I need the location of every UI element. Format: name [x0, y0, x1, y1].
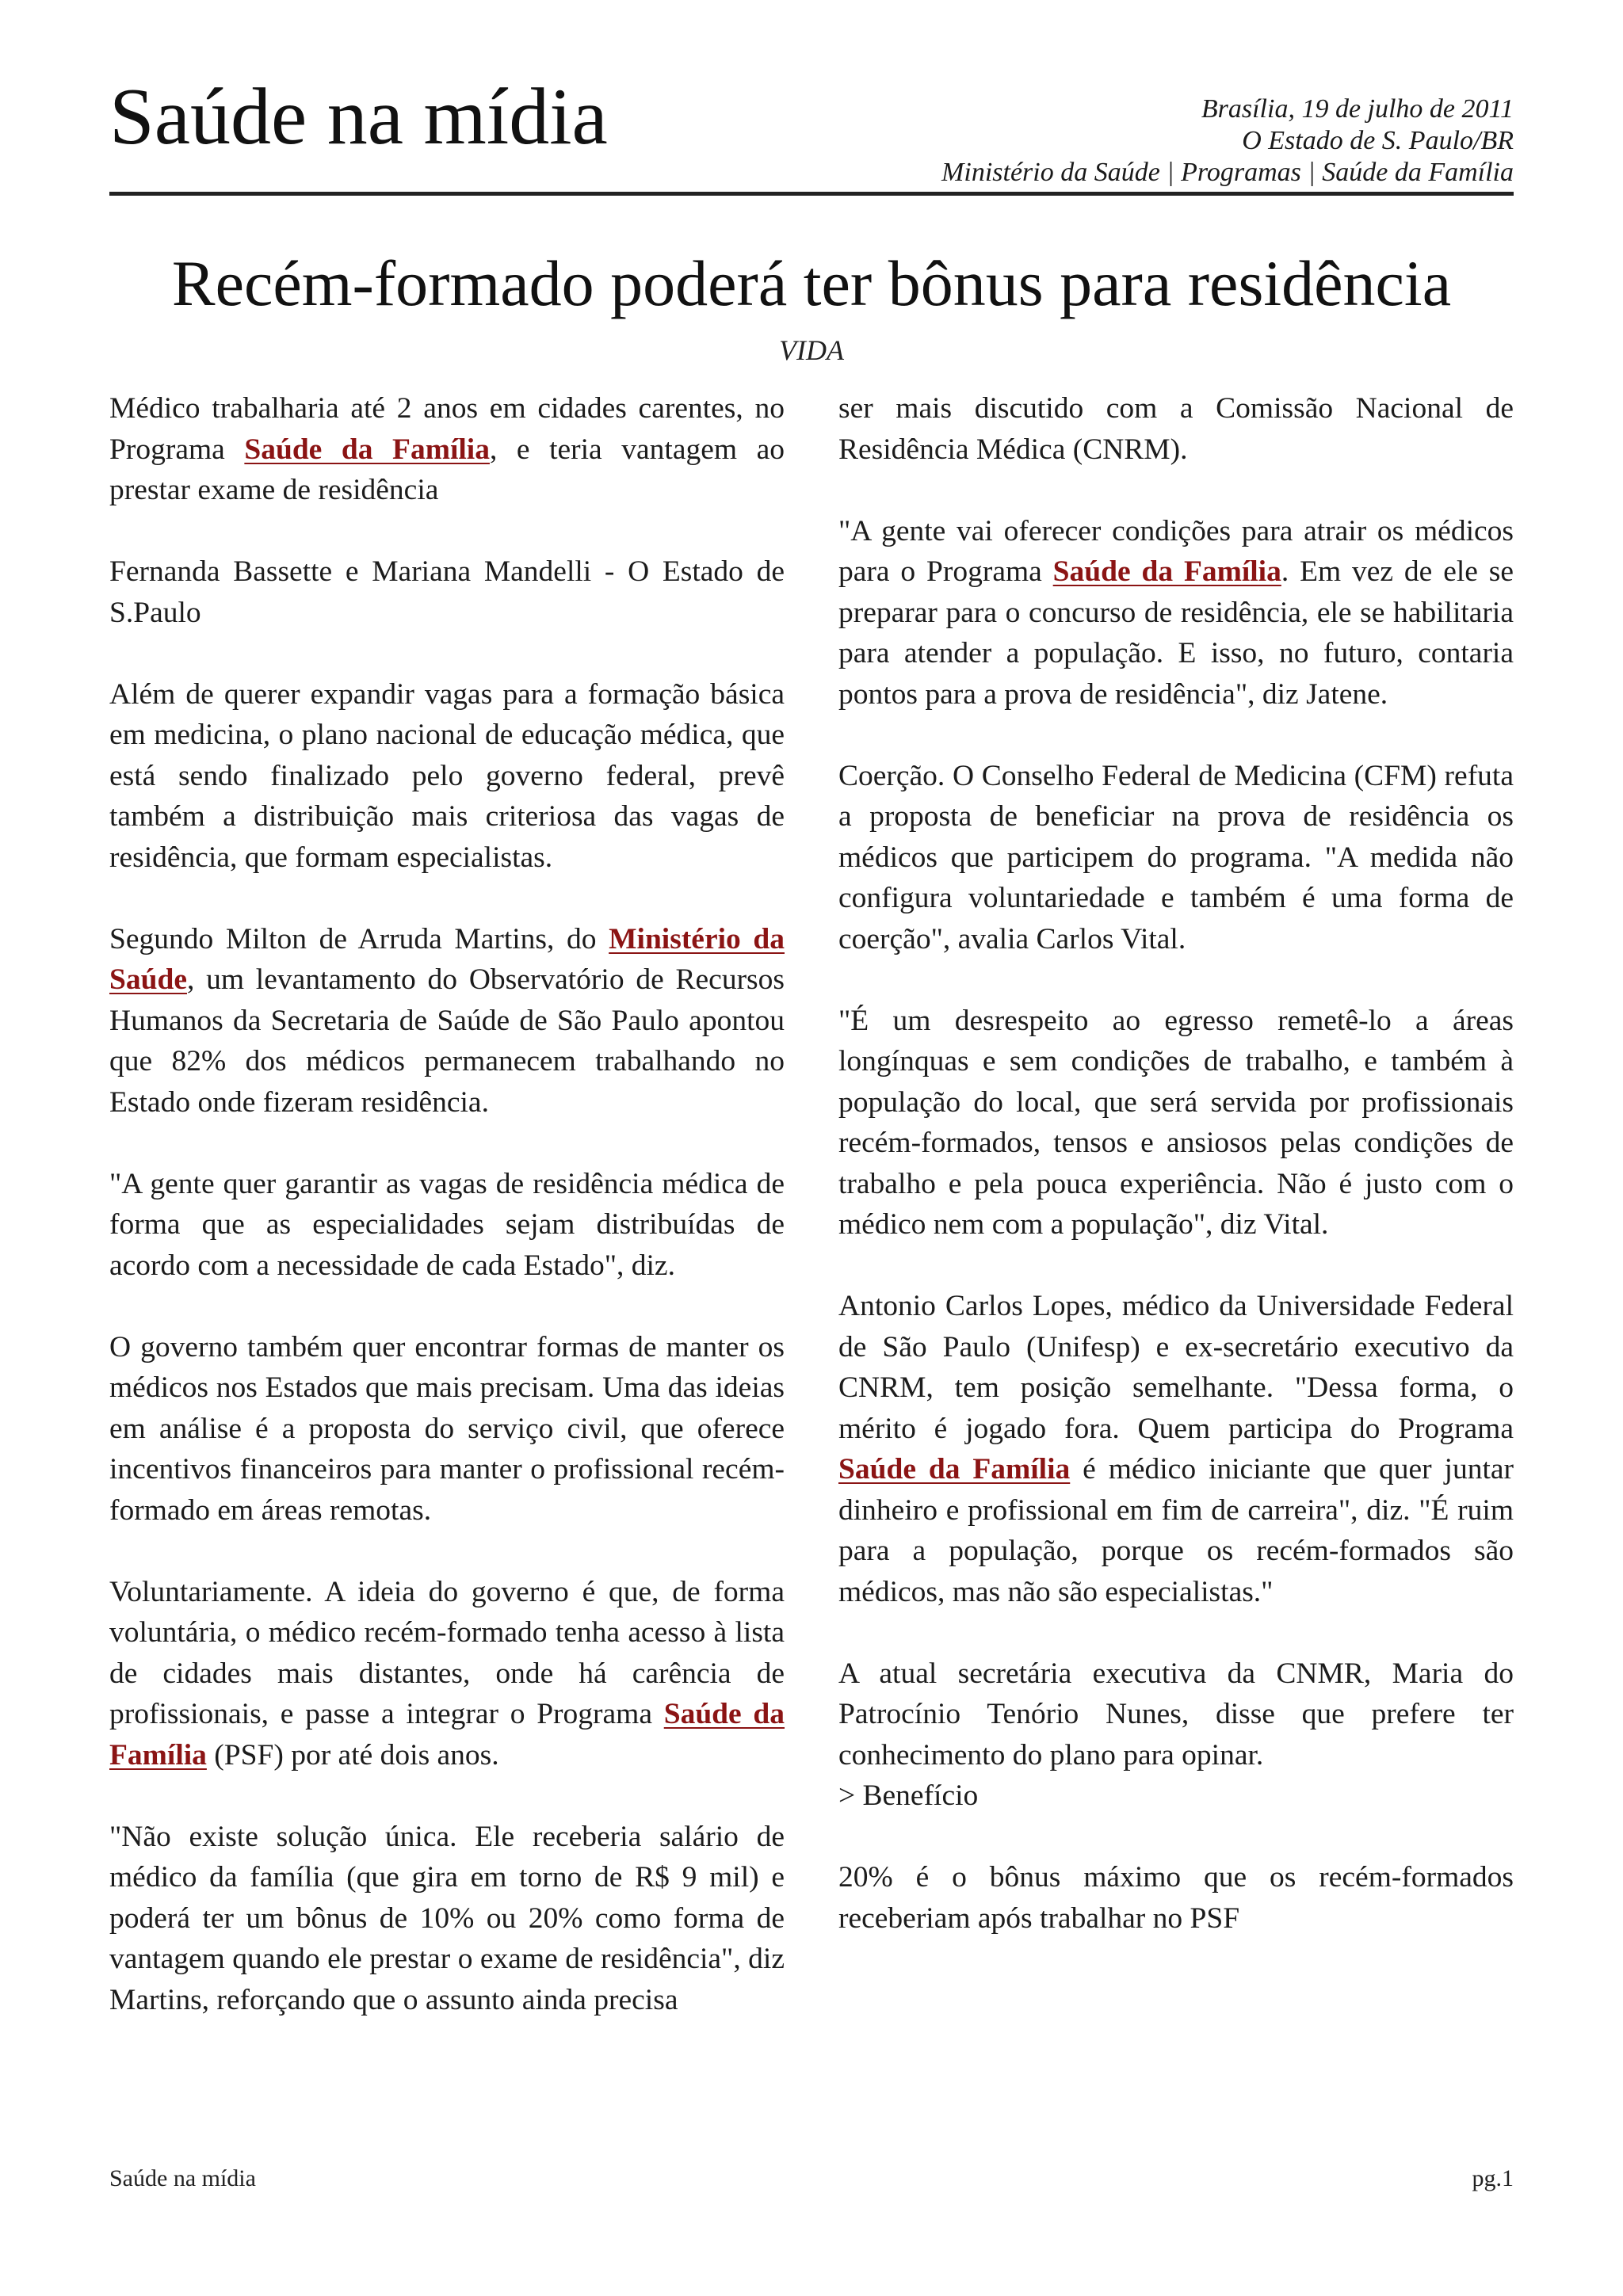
paragraph: Segundo Milton de Arruda Martins, do Ministério da Saúde, um levantamento do Observatório de Recursos Humanos da Secretaria de Saúde de São Paulo apontou que 82% dos médicos permanecem trabalhando no Estado onde fizeram residência. [109, 922, 785, 1119]
paragraph: "É um desrespeito ao egresso remetê-lo a áreas longínquas e sem condições de trabalho, e também à população do local, que será servida por profissionais recém-formados, tensos e ansiosos pelas condições de trabalho e pela pouca experiência. Não é justo com o médico nem com a população", diz Vital. [838, 1004, 1514, 1241]
paragraph: "A gente quer garantir as vagas de residência médica de forma que as especialidades sejam distribuídas de acordo com a necessidade de cada Estado", diz. [109, 1167, 785, 1282]
date-line: Brasília, 19 de julho de 2011 [1201, 94, 1514, 124]
header-divider [109, 192, 1514, 196]
byline: Fernanda Bassette e Mariana Mandelli - O Estado de S.Paulo [109, 555, 785, 629]
link-saude-da-familia[interactable]: Saúde da Família [109, 1698, 785, 1772]
masthead [109, 70, 1514, 189]
paragraph: O governo também quer encontrar formas de manter os médicos nos Estados que mais precisam. Uma das ideias em análise é a proposta do serviço civil, que oferece incentivos financeiros para manter o profissional recém-formado em áreas remotas. [109, 1330, 785, 1527]
brand-title: Saúde na mídia [109, 72, 608, 162]
paragraph: "A gente vai oferecer condições para atrair os médicos para o Programa Saúde da Família. Em vez de ele se preparar para o concurso de residência, ele se habilitaria para atender a população. E isso, no futuro, contaria pontos para a prova de residência", diz Jatene. [838, 514, 1514, 711]
link-saude-da-familia[interactable]: Saúde da Família [838, 1453, 1071, 1486]
link-saude-da-familia[interactable]: Saúde da Família [1052, 555, 1281, 588]
link-ministerio-da-saude[interactable]: Ministério da Saúde [109, 922, 785, 996]
column-left [109, 388, 785, 2020]
article-meta [941, 93, 1514, 189]
link-saude-da-familia[interactable]: Saúde da Família [244, 433, 490, 466]
article-title: Recém-formado poderá ter bônus para residência [171, 247, 1452, 319]
paragraph: 20% é o bônus máximo que os recém-formados receberiam após trabalhar no PSF [838, 1861, 1514, 1935]
paragraph: A atual secretária executiva da CNMR, Maria do Patrocínio Tenório Nunes, disse que prefere ter conhecimento do plano para opinar. [838, 1657, 1514, 1772]
paragraph: Além de querer expandir vagas para a formação básica em medicina, o plano nacional de educação médica, que está sendo finalizado pelo governo federal, prevê também a distribuição mais criteriosa das vagas de residência, que formam especialistas. [109, 677, 785, 874]
paragraph: Antonio Carlos Lopes, médico da Universidade Federal de São Paulo (Unifesp) e ex-secretário executivo da CNRM, tem posição semelhante. "Dessa forma, o mérito é jogado fora. Quem participa do Programa Saúde da Família é médico iniciante que quer juntar dinheiro e profissional em fim de carreira", diz. "É ruim para a população, porque os recém-formados são médicos, mas não são especialistas." [838, 1290, 1514, 1608]
source-line: O Estado de S. Paulo/BR [1242, 126, 1514, 155]
category-breadcrumb: Ministério da Saúde | Programas | Saúde da Família [941, 158, 1514, 187]
subheading: > Benefício [838, 1779, 979, 1812]
lead-paragraph: Médico trabalharia até 2 anos em cidades carentes, no Programa Saúde da Família, e teria vantagem ao prestar exame de residência [109, 392, 785, 506]
paragraph: Voluntariamente. A ideia do governo é que, de forma voluntária, o médico recém-formado tenha acesso à lista de cidades mais distantes, onde há carência de profissionais, e passe a integrar o Programa Saúde da Família (PSF) por até dois anos. [109, 1575, 785, 1772]
page-number: pg.1 [1472, 2165, 1514, 2191]
section-label: VIDA [779, 334, 844, 366]
column-right [838, 388, 1514, 1980]
paragraph: "Não existe solução única. Ele receberia salário de médico da família (que gira em torno de R$ 9 mil) e poderá ter um bônus de 10% ou 20% como forma de vantagem quando ele prestar o exame de residência", diz Martins, reforçando que o assunto ainda precisa [109, 1820, 785, 2016]
paragraph-continued: ser mais discutido com a Comissão Nacional de Residência Médica (CNRM). [838, 392, 1514, 466]
footer-label: Saúde na mídia [109, 2165, 256, 2191]
paragraph: Coerção. O Conselho Federal de Medicina (CFM) refuta a proposta de beneficiar na prova de residência os médicos que participem do programa. "A medida não configura voluntariedade e também é uma forma de coerção", avalia Carlos Vital. [838, 759, 1514, 955]
